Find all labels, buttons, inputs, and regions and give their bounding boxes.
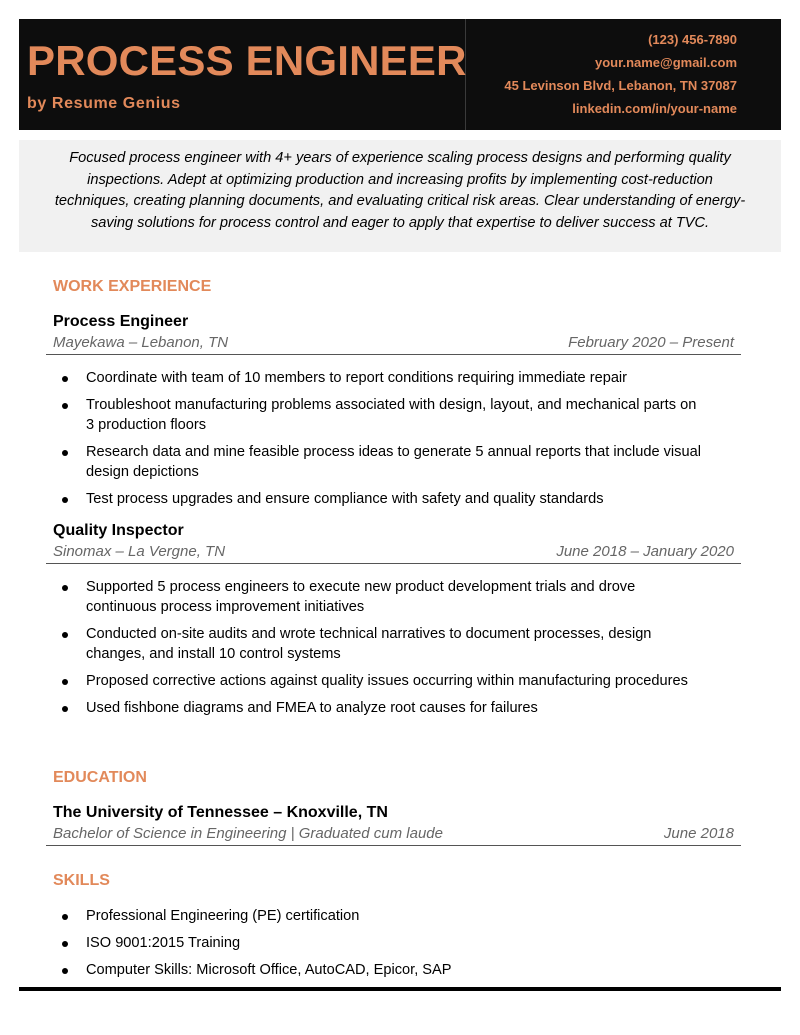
bullet-item: Supported 5 process engineers to execute new product development trials and drove continuous process improvement initiatives bbox=[62, 577, 702, 617]
skills-heading: SKILLS bbox=[53, 872, 110, 889]
education-heading: EDUCATION bbox=[53, 769, 147, 786]
skills-list bbox=[62, 906, 702, 987]
job-title: Quality Inspector bbox=[53, 522, 184, 539]
contact-email: your.name@gmail.com bbox=[595, 55, 737, 70]
job-bullets bbox=[62, 368, 702, 516]
skill-item: ISO 9001:2015 Training bbox=[62, 933, 702, 953]
bullet-item: Test process upgrades and ensure compliance with safety and quality standards bbox=[62, 489, 702, 509]
bullet-item: Research data and mine feasible process ideas to generate 5 annual reports that include visual design depictions bbox=[62, 442, 702, 482]
job-meta bbox=[46, 541, 741, 564]
job-meta bbox=[46, 332, 741, 355]
contact-address: 45 Levinson Blvd, Lebanon, TN 37087 bbox=[504, 78, 737, 93]
bullet-item: Proposed corrective actions against quality issues occurring within manufacturing procedures bbox=[62, 671, 702, 691]
resume-name: PROCESS ENGINEER bbox=[27, 37, 467, 84]
job-company: Mayekawa – Lebanon, TN bbox=[53, 334, 229, 351]
contact-block bbox=[466, 19, 781, 130]
resume-header bbox=[19, 19, 781, 130]
job-dates: June 2018 – January 2020 bbox=[556, 543, 734, 560]
header-name-block bbox=[19, 19, 466, 130]
school-name: The University of Tennessee – Knoxville, TN bbox=[53, 804, 388, 821]
job-entry bbox=[46, 312, 741, 355]
bottom-divider bbox=[19, 987, 781, 991]
skill-item: Computer Skills: Microsoft Office, AutoCAD, Epicor, SAP bbox=[62, 960, 702, 980]
bullet-item: Coordinate with team of 10 members to report conditions requiring immediate repair bbox=[62, 368, 702, 388]
resume-byline: by Resume Genius bbox=[27, 95, 181, 112]
graduation-date: June 2018 bbox=[663, 825, 734, 842]
education-entry bbox=[46, 803, 741, 846]
bullet-item: Conducted on-site audits and wrote technical narratives to document processes, design changes, and install 10 control systems bbox=[62, 624, 702, 664]
skill-item: Professional Engineering (PE) certification bbox=[62, 906, 702, 926]
bullet-item: Troubleshoot manufacturing problems associated with design, layout, and mechanical parts on 3 production floors bbox=[62, 395, 702, 435]
degree: Bachelor of Science in Engineering | Graduated cum laude bbox=[53, 825, 443, 842]
contact-phone: (123) 456-7890 bbox=[648, 32, 737, 47]
job-title: Process Engineer bbox=[53, 313, 189, 330]
job-bullets bbox=[62, 577, 702, 725]
job-dates: February 2020 – Present bbox=[568, 334, 734, 351]
professional-summary: Focused process engineer with 4+ years of experience scaling process designs and performing quality inspections. Adept at optimizing production and increasing profits by implementing cost-reduction techniques, creating planning documents, and evaluating critical risk areas. Clear understanding of energy-saving solutions for process control and eager to apply that expertise to deliver success at TVC. bbox=[19, 140, 781, 252]
education-meta bbox=[46, 823, 741, 846]
contact-linkedin: linkedin.com/in/your-name bbox=[572, 101, 737, 116]
bullet-item: Used fishbone diagrams and FMEA to analyze root causes for failures bbox=[62, 698, 702, 718]
job-company: Sinomax – La Vergne, TN bbox=[53, 543, 226, 560]
work-experience-heading: WORK EXPERIENCE bbox=[53, 278, 212, 295]
job-entry bbox=[46, 521, 741, 564]
